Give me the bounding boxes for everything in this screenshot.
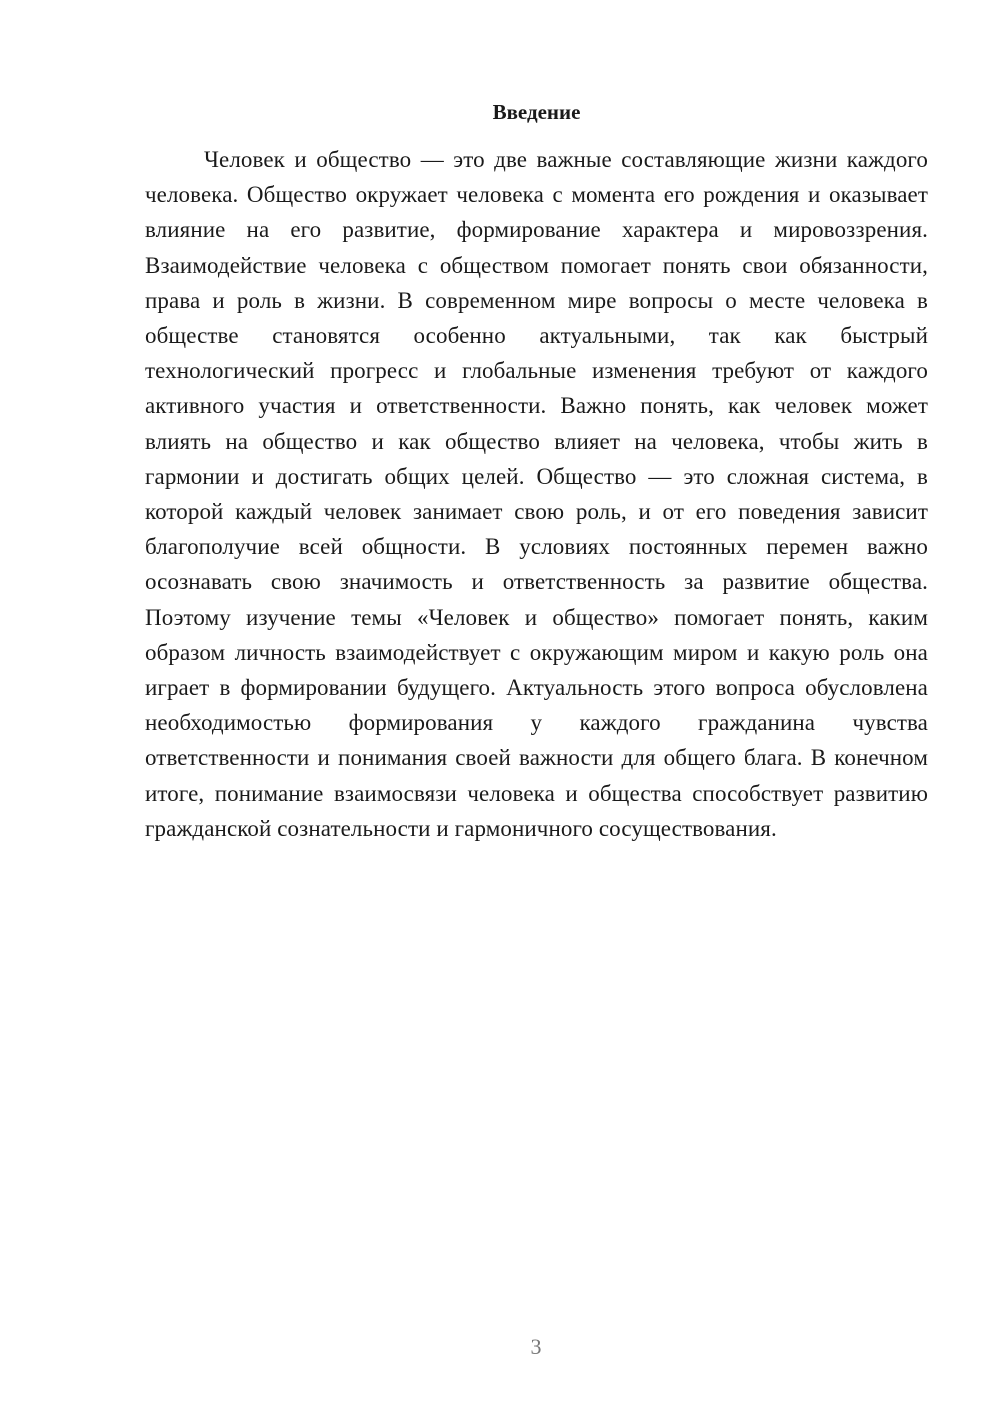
section-heading: Введение — [492, 100, 581, 124]
page-number: 3 — [530, 1334, 542, 1359]
body-paragraph: Человек и общество — это две важные составляющие жизни каждого человека. Общество окружает человека с момента его рождения и оказывает влияние на его развитие, формирование характера и мировоззрения. Взаимодействие человека с обществом помогает понять свои обязанности, права и роль в жизни. В современном мире вопросы о месте человека в обществе становятся особенно актуальными, так как быстрый технологический прогресс и глобальные изменения требуют от каждого активного участия и ответственности. Важно понять, как человек может влиять на общество и как общество влияет на человека, чтобы жить в гармонии и достигать общих целей. Общество — это сложная система, в которой каждый человек занимает свою роль, и от его поведения зависит благополучие всей общности. В условиях постоянных перемен важно осознавать свою значимость и ответственность за развитие общества. Поэтому изучение темы «Человек и общество» помогает понять, каким образом личность взаимодействует с окружающим миром и какую роль она играет в формировании будущего. Актуальность этого вопроса обусловлена необходимостью формирования у каждого гражданина чувства ответственности и понимания своей важности для общего блага. В конечном итоге, понимание взаимосвязи человека и общества способствует развитию гражданской сознательности и гармоничного сосуществования. — [145, 147, 928, 841]
